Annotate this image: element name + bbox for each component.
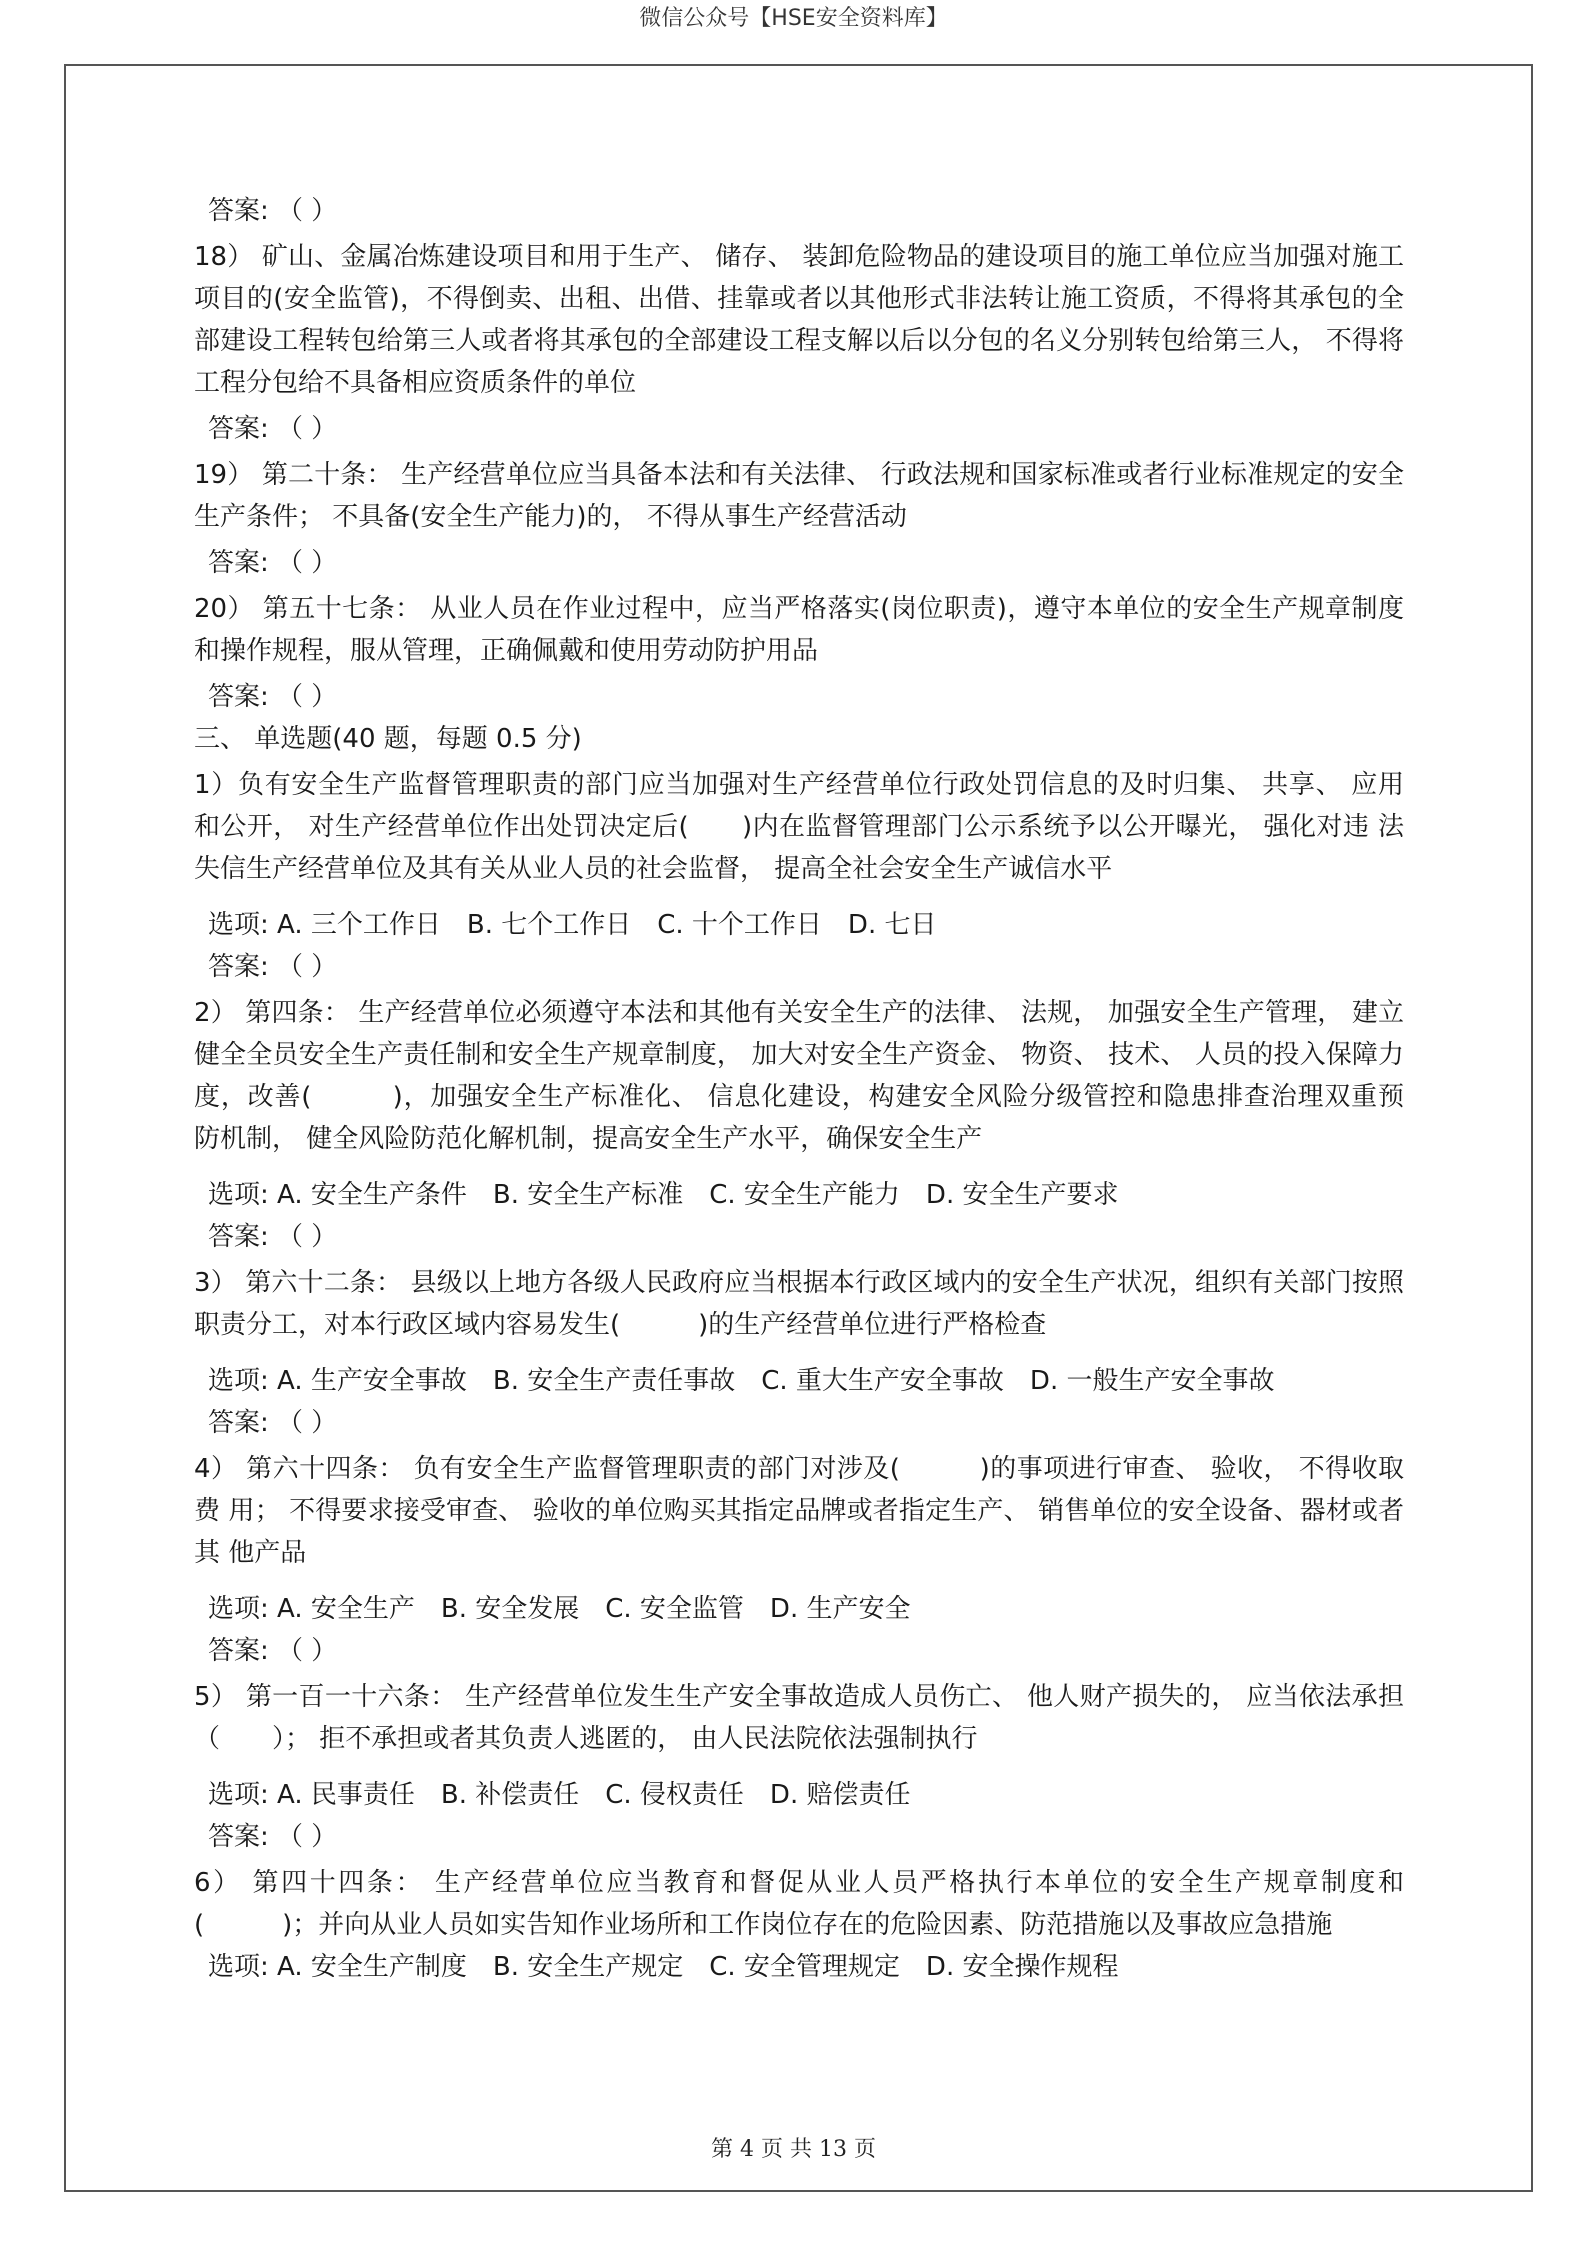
document-body: [194, 190, 1431, 1988]
answer-line: 答案: （ ）: [208, 414, 338, 444]
answer-line: 答案: （ ）: [208, 196, 338, 226]
single-choice-5: 5） 第一百一十六条： 生产经营单位发生生产安全事故造成人员伤亡、 他人财产损失的， 应当依法承担（ ）； 拒不承担或者其负责人逃匿的， 由人民法院依法强制执行: [194, 1682, 1404, 1754]
answer-line: 答案: （ ）: [208, 1222, 338, 1252]
answer-line: 答案: （ ）: [208, 952, 338, 982]
options-line: 选项: A. 生产安全事故 B. 安全生产责任事故 C. 重大生产安全事故 D. 一般生产安全事故: [208, 1366, 1275, 1396]
single-choice-6: 6） 第四十四条： 生产经营单位应当教育和督促从业人员严格执行本单位的安全生产规章制度和( )；并向从业人员如实告知作业场所和工作岗位存在的危险因素、防范措施以及事故应急措施: [194, 1868, 1404, 1940]
single-choice-2: 2） 第四条： 生产经营单位必须遵守本法和其他有关安全生产的法律、 法规， 加强安全生产管理， 建立 健全全员安全生产责任制和安全生产规章制度， 加大对安全生产资金、 物资、 技术、 人员的投入保障力 度，改善( )，加强安全生产标准化、 信息化建设，构建安全风险分级管控和隐患排查治理双重预 防机制， 健全风险防范化解机制，提高安全生产水平，确保安全生产: [194, 998, 1431, 1154]
page-number: 第 4 页 共 13 页: [711, 2137, 876, 2162]
options-line: 选项: A. 安全生产 B. 安全发展 C. 安全监管 D. 生产安全: [208, 1594, 911, 1624]
question-18: 18） 矿山、金属冶炼建设项目和用于生产、 储存、 装卸危险物品的建设项目的施工单位应当加强对施工项目的(安全监管)，不得倒卖、出租、出借、挂靠或者以其他形式非法转让施工资质，不得将其承包的全部建设工程转包给第三人或者将其承包的全部建设工程支解以后以分包的名义分别转包给第三人， 不得将工程分包给不具备相应资质条件的单位: [194, 242, 1404, 398]
options-line: 选项: A. 安全生产制度 B. 安全生产规定 C. 安全管理规定 D. 安全操作规程: [208, 1952, 1119, 1982]
single-choice-1: 1）负有安全生产监督管理职责的部门应当加强对生产经营单位行政处罚信息的及时归集、 共享、 应用 和公开， 对生产经营单位作出处罚决定后( )内在监督管理部门公示系统予以公开曝光， 强化对违 法失信生产经营单位及其有关从业人员的社会监督， 提高全社会安全生产诚信水平: [194, 770, 1404, 884]
section-heading: 三、 单选题(40 题，每题 0.5 分): [194, 724, 582, 754]
options-line: 选项: A. 安全生产条件 B. 安全生产标准 C. 安全生产能力 D. 安全生产要求: [208, 1180, 1119, 1210]
answer-line: 答案: （ ）: [208, 1636, 338, 1666]
options-line: 选项: A. 三个工作日 B. 七个工作日 C. 十个工作日 D. 七日: [208, 910, 937, 940]
answer-line: 答案: （ ）: [208, 548, 338, 578]
single-choice-3: 3） 第六十二条： 县级以上地方各级人民政府应当根据本行政区域内的安全生产状况，组织有关部门按照职责分工，对本行政区域内容易发生( )的生产经营单位进行严格检查: [194, 1268, 1404, 1340]
question-20: 20） 第五十七条： 从业人员在作业过程中，应当严格落实(岗位职责)，遵守本单位的安全生产规章制度和操作规程，服从管理，正确佩戴和使用劳动防护用品: [194, 594, 1404, 666]
answer-line: 答案: （ ）: [208, 1408, 338, 1438]
answer-line: 答案: （ ）: [208, 1822, 338, 1852]
answer-line: 答案: （ ）: [208, 682, 338, 712]
question-19: 19） 第二十条： 生产经营单位应当具备本法和有关法律、 行政法规和国家标准或者行业标准规定的安全 生产条件； 不具备(安全生产能力)的， 不得从事生产经营活动: [194, 460, 1404, 532]
page-header-source: 微信公众号【HSE安全资料库】: [639, 6, 948, 31]
single-choice-4: 4） 第六十四条： 负有安全生产监督管理职责的部门对涉及( )的事项进行审查、 验收， 不得收取费 用； 不得要求接受审查、 验收的单位购买其指定品牌或者指定生产、 销售单位的安全设备、器材或者其 他产品: [194, 1454, 1404, 1568]
options-line: 选项: A. 民事责任 B. 补偿责任 C. 侵权责任 D. 赔偿责任: [208, 1780, 911, 1810]
